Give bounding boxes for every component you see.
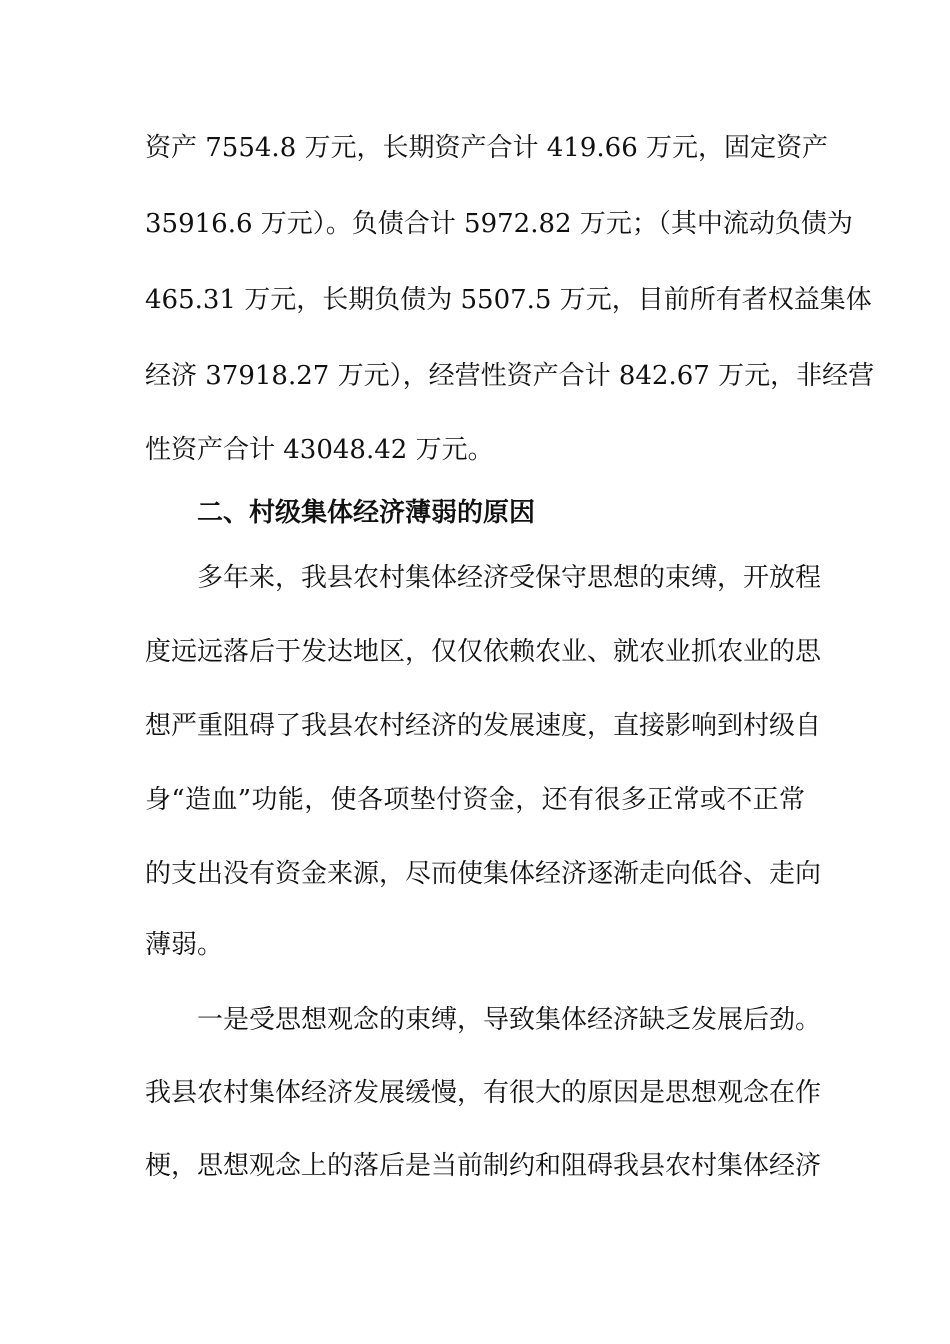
paragraph-line: 身“造血”功能，使各项垫付资金，还有很多正常或不正常	[145, 785, 805, 815]
paragraph-line: 一是受思想观念的束缚，导致集体经济缺乏发展后劲。	[197, 1005, 822, 1035]
paragraph-line: 的支出没有资金来源，尽而使集体经济逐渐走向低谷、走向	[145, 859, 822, 889]
text-line: 性资产合计 43048.42 万元。	[145, 435, 494, 465]
paragraph-line: 我县农村集体经济发展缓慢，有很大的原因是思想观念在作	[145, 1078, 822, 1108]
paragraph-line: 薄弱。	[145, 930, 224, 960]
text-line: 35916.6 万元）。负债合计 5972.82 万元；（其中流动负债为	[145, 209, 853, 239]
section-heading: 二、村级集体经济薄弱的原因	[197, 498, 536, 528]
paragraph-line: 度远远落后于发达地区，仅仅依赖农业、就农业抓农业的思	[145, 637, 822, 667]
text-line: 资产 7554.8 万元，长期资产合计 419.66 万元，固定资产	[145, 133, 829, 163]
paragraph-line: 梗，思想观念上的落后是当前制约和阻碍我县农村集体经济	[145, 1151, 822, 1181]
text-line: 465.31 万元，长期负债为 5507.5 万元，目前所有者权益集体	[145, 285, 872, 315]
paragraph-line: 多年来，我县农村集体经济受保守思想的束缚，开放程	[197, 563, 822, 593]
paragraph-line: 想严重阻碍了我县农村经济的发展速度，直接影响到村级自	[145, 711, 822, 741]
text-line: 经济 37918.27 万元），经营性资产合计 842.67 万元，非经营	[145, 361, 875, 391]
